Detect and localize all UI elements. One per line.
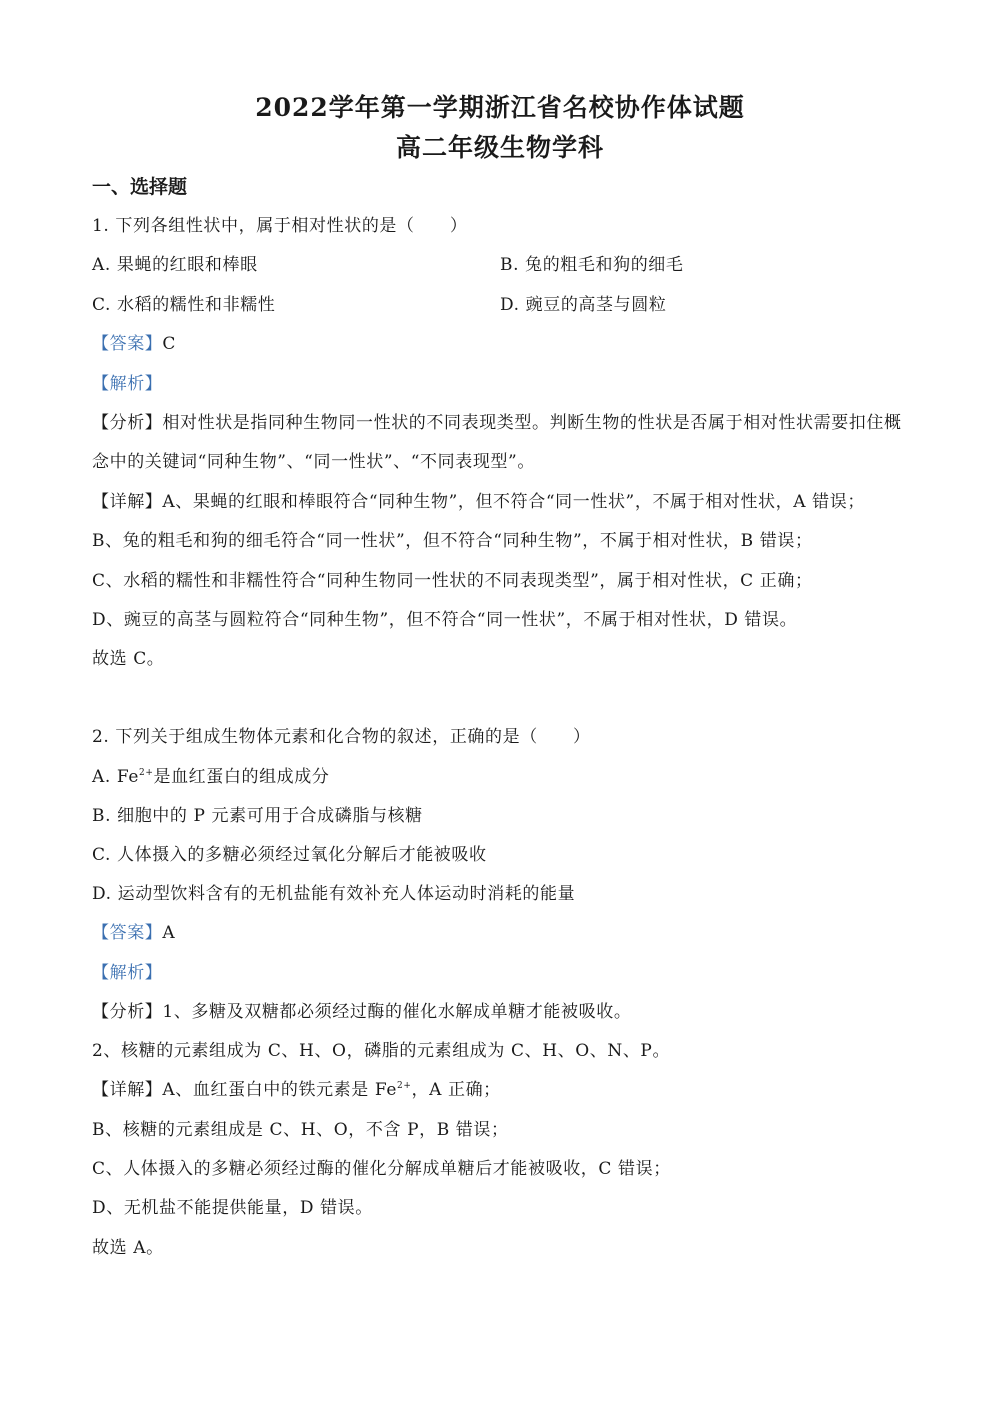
question-2-conclusion: 故选 A。 xyxy=(92,1238,164,1258)
question-2-analysis-line: B、核糖的元素组成是 C、H、O，不含 P，B 错误； xyxy=(92,1120,509,1140)
question-2-analysis-line: 2、核糖的元素组成为 C、H、O，磷脂的元素组成为 C、H、O、N、P。 xyxy=(92,1041,671,1061)
question-2-analysis-line: D、无机盐不能提供能量，D 错误。 xyxy=(92,1198,373,1218)
question-2-option-d: D. 运动型饮料含有的无机盐能有效补充人体运动时消耗的能量 xyxy=(92,884,576,904)
question-2-option-b: B. 细胞中的 P 元素可用于合成磷脂与核糖 xyxy=(92,806,423,826)
question-2-stem: 2. 下列关于组成生物体元素和化合物的叙述，正确的是（ ） xyxy=(92,727,591,747)
answer-tag: 【答案】 xyxy=(92,923,163,943)
document-subtitle: 高二年级生物学科 xyxy=(395,133,604,162)
question-1-analysis-line: B、兔的粗毛和狗的细毛符合“同一性状”，但不符合“同种生物”，不属于相对性状，B 错误； xyxy=(92,531,813,551)
section-heading: 一、选择题 xyxy=(92,176,188,198)
question-1-option-b: B. 兔的粗毛和狗的细毛 xyxy=(500,255,684,275)
question-1-stem: 1. 下列各组性状中，属于相对性状的是（ ） xyxy=(92,216,468,236)
question-1-answer xyxy=(92,329,176,354)
question-2-analysis-tag: 【解析】 xyxy=(92,963,163,983)
question-2-analysis-line: 【详解】A、血红蛋白中的铁元素是 $Fe^{2+}$，A 正确； xyxy=(92,1080,501,1100)
question-1-analysis-tag: 【解析】 xyxy=(92,374,163,394)
question-1-analysis-line: 念中的关键词“同种生物”、“同一性状”、“不同表现型”。 xyxy=(92,452,535,472)
document-title: 2022学年第一学期浙江省名校协作体试题 xyxy=(255,93,745,122)
question-1-analysis-line: 【分析】相对性状是指同种生物同一性状的不同表现类型。判断生物的性状是否属于相对性状需要扣住概 xyxy=(92,413,902,433)
question-1-option-d: D. 豌豆的高茎与圆粒 xyxy=(500,295,667,315)
question-1-conclusion: 故选 C。 xyxy=(92,649,165,669)
question-1-analysis-line: D、豌豆的高茎与圆粒符合“同种生物”，但不符合“同一性状”，不属于相对性状，D 错误。 xyxy=(92,610,798,630)
question-1-option-a: A. 果蝇的红眼和棒眼 xyxy=(92,255,258,275)
question-2-analysis-line: 【分析】1、多糖及双糖都必须经过酶的催化水解成单糖才能被吸收。 xyxy=(92,1002,632,1022)
question-2-option-a: A. $Fe^{2+}$是血红蛋白的组成成分 xyxy=(92,767,330,787)
question-2-option-c: C. 人体摄入的多糖必须经过氧化分解后才能被吸收 xyxy=(92,845,487,865)
question-1-option-c: C. 水稻的糯性和非糯性 xyxy=(92,295,276,315)
question-2-analysis-line: C、人体摄入的多糖必须经过酶的催化分解成单糖后才能被吸收，C 错误； xyxy=(92,1159,671,1179)
answer-value: C xyxy=(162,334,177,354)
answer-tag: 【答案】 xyxy=(92,334,163,354)
question-1-analysis-line: C、水稻的糯性和非糯性符合“同种生物同一性状的不同表现类型”，属于相对性状，C 正确； xyxy=(92,571,813,591)
answer-value: A xyxy=(162,923,176,943)
question-1-analysis-line: 【详解】A、果蝇的红眼和棒眼符合“同种生物”，但不符合“同一性状”，不属于相对性状，A 错误； xyxy=(92,492,865,512)
question-2-answer xyxy=(92,918,175,943)
